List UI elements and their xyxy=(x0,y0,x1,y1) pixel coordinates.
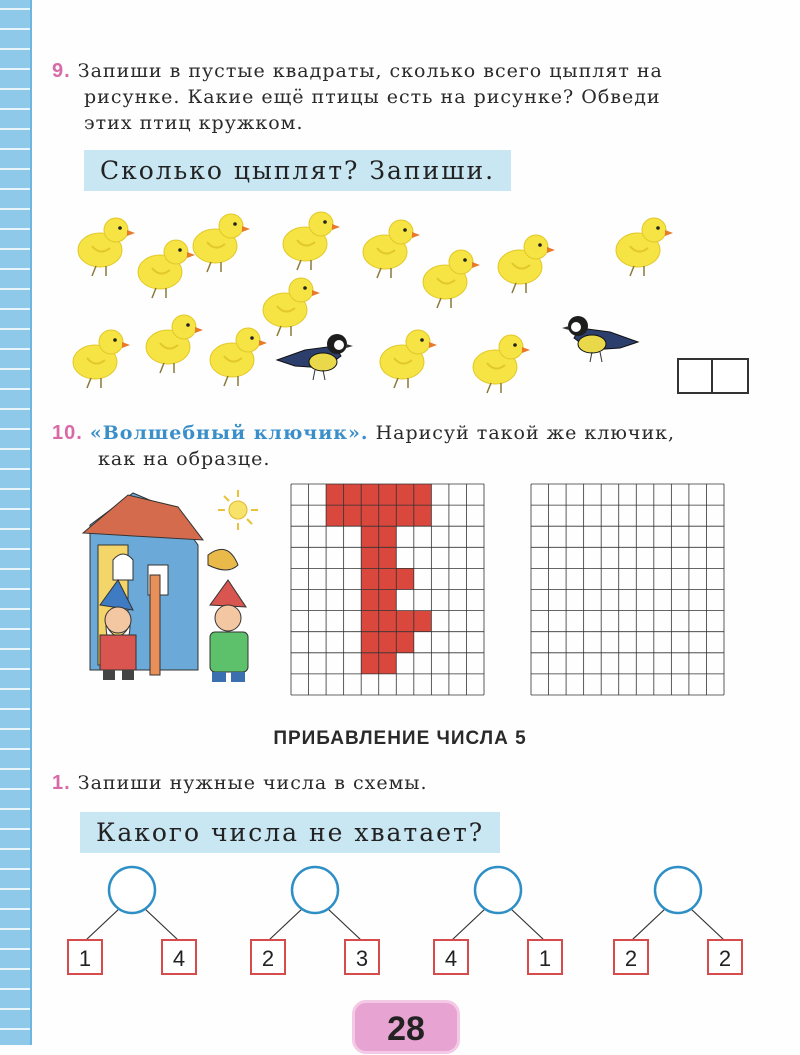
margin-notch xyxy=(0,508,30,510)
margin-notch xyxy=(0,628,30,630)
margin-notch xyxy=(0,228,30,230)
margin-notch xyxy=(0,888,30,890)
key-cell xyxy=(361,505,379,526)
key-cell xyxy=(414,484,432,505)
margin-notch xyxy=(0,788,30,790)
task-number: 1. xyxy=(52,772,71,794)
addend-right-value: 2 xyxy=(718,946,732,971)
key-cell xyxy=(379,653,397,674)
margin-notch xyxy=(0,168,30,170)
chick xyxy=(498,235,555,293)
key-cell xyxy=(361,547,379,568)
titmouse-bird xyxy=(277,334,353,380)
titmouse-bird xyxy=(562,316,638,362)
margin-notch xyxy=(0,48,30,50)
banner-missing-number: Какого числа не хватает? xyxy=(80,812,500,853)
margin-notch xyxy=(0,868,30,870)
margin-notch xyxy=(0,28,30,30)
margin-notch xyxy=(0,608,30,610)
addend-left-value: 2 xyxy=(624,946,638,971)
key-cell xyxy=(414,611,432,632)
key-cell xyxy=(326,505,344,526)
margin-notch xyxy=(0,708,30,710)
key-cell xyxy=(379,632,397,653)
addend-right-value: 4 xyxy=(172,946,186,971)
addend-left-value: 4 xyxy=(444,946,458,971)
task-text-line: как на образце. xyxy=(98,448,271,470)
margin-notch xyxy=(0,188,30,190)
margin-notch xyxy=(0,648,30,650)
key-cell xyxy=(396,484,414,505)
margin-notch xyxy=(0,768,30,770)
margin-notch xyxy=(0,808,30,810)
key-cell xyxy=(379,526,397,547)
margin-notch xyxy=(0,348,30,350)
banner-count-chicks: Сколько цыплят? Запиши. xyxy=(84,150,511,191)
key-cell xyxy=(396,568,414,589)
margin-notch xyxy=(0,948,30,950)
addend-right-value: 1 xyxy=(538,946,552,971)
sum-circle[interactable] xyxy=(655,867,701,913)
margin-notch xyxy=(0,68,30,70)
margin-notch xyxy=(0,968,30,970)
sum-circle[interactable] xyxy=(292,867,338,913)
margin-notch xyxy=(0,388,30,390)
task-title: «Волшебный ключик». xyxy=(89,422,369,444)
margin-notch xyxy=(0,468,30,470)
task-number: 9. xyxy=(52,60,71,82)
margin-notch xyxy=(0,528,30,530)
margin-notch xyxy=(0,828,30,830)
number-bond-scheme xyxy=(62,860,202,980)
key-cell xyxy=(361,484,379,505)
margin-notch xyxy=(0,248,30,250)
margin-notch xyxy=(0,568,30,570)
margin-notch xyxy=(0,848,30,850)
task-10-instructions xyxy=(52,420,772,472)
margin-notch xyxy=(0,1008,30,1010)
addend-left-value: 1 xyxy=(78,946,92,971)
key-cell xyxy=(379,505,397,526)
margin-notch xyxy=(0,268,30,270)
chick xyxy=(263,278,320,336)
margin-strip xyxy=(0,0,32,1045)
key-cell xyxy=(361,526,379,547)
key-cell xyxy=(379,484,397,505)
sum-circle[interactable] xyxy=(475,867,521,913)
chick xyxy=(363,220,420,278)
task-9-instructions xyxy=(52,58,772,136)
margin-notch xyxy=(0,128,30,130)
key-cell xyxy=(344,505,362,526)
margin-notch xyxy=(0,328,30,330)
key-cell xyxy=(396,505,414,526)
margin-notch xyxy=(0,588,30,590)
margin-notch xyxy=(0,88,30,90)
chick xyxy=(423,250,480,308)
answer-box-units[interactable] xyxy=(711,358,749,394)
chick xyxy=(146,315,203,373)
key-cell xyxy=(396,632,414,653)
margin-notch xyxy=(0,368,30,370)
addend-right-value: 3 xyxy=(355,946,369,971)
key-cell xyxy=(361,632,379,653)
margin-notch xyxy=(0,908,30,910)
margin-notch xyxy=(0,288,30,290)
key-cell xyxy=(396,611,414,632)
margin-notch xyxy=(0,688,30,690)
key-cell xyxy=(379,547,397,568)
key-cell xyxy=(379,590,397,611)
margin-notch xyxy=(0,8,30,10)
chick xyxy=(193,214,250,272)
margin-notch xyxy=(0,208,30,210)
margin-notch xyxy=(0,1028,30,1030)
chick xyxy=(210,328,267,386)
margin-notch xyxy=(0,108,30,110)
sample-key-grid xyxy=(290,483,485,696)
margin-notch xyxy=(0,448,30,450)
chick xyxy=(616,218,673,276)
number-bond-scheme xyxy=(428,860,568,980)
task-text-line: рисунке. Какие ещё птицы есть на рисунке? Обведи xyxy=(84,86,661,108)
margin-notch xyxy=(0,548,30,550)
page-number: 28 xyxy=(352,1000,460,1054)
chick xyxy=(78,218,135,276)
sum-circle[interactable] xyxy=(109,867,155,913)
chick xyxy=(73,330,130,388)
task-text-line: Запиши нужные числа в схемы. xyxy=(77,772,428,794)
margin-notch xyxy=(0,408,30,410)
birds-illustration xyxy=(40,195,760,405)
number-bond-scheme xyxy=(245,860,385,980)
chick xyxy=(380,330,437,388)
chick xyxy=(473,335,530,393)
task-text-line: Запиши в пустые квадраты, сколько всего цыплят на xyxy=(77,60,663,82)
margin-notch xyxy=(0,988,30,990)
addend-left-value: 2 xyxy=(261,946,275,971)
key-cell xyxy=(361,568,379,589)
key-cell xyxy=(361,653,379,674)
task-number: 10. xyxy=(52,422,83,444)
margin-notch xyxy=(0,928,30,930)
chick xyxy=(283,212,340,270)
key-cell xyxy=(361,611,379,632)
margin-notch xyxy=(0,428,30,430)
answer-box-tens[interactable] xyxy=(677,358,715,394)
key-cell xyxy=(379,568,397,589)
key-cell xyxy=(326,484,344,505)
key-cell xyxy=(344,484,362,505)
task-text-line: этих птиц кружком. xyxy=(84,112,304,134)
margin-notch xyxy=(0,308,30,310)
margin-notch xyxy=(0,148,30,150)
chick xyxy=(138,240,195,298)
key-cell xyxy=(379,611,397,632)
key-cell xyxy=(414,505,432,526)
task-text-line: Нарисуй такой же ключик, xyxy=(375,422,676,444)
key-cell xyxy=(361,590,379,611)
drawing-grid[interactable] xyxy=(530,483,725,696)
gnomes-house-illustration xyxy=(78,485,268,690)
margin-notch xyxy=(0,488,30,490)
section-title: ПРИБАВЛЕНИЕ ЧИСЛА 5 xyxy=(273,728,527,749)
margin-notch xyxy=(0,668,30,670)
number-bond-scheme xyxy=(608,860,748,980)
task-1-instructions xyxy=(52,770,772,796)
